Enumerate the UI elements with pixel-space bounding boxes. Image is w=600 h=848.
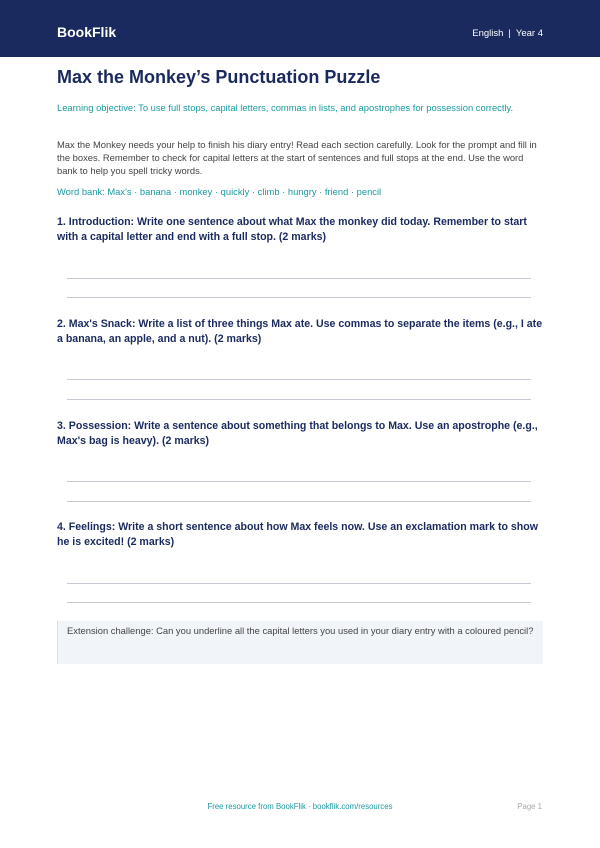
answer-line-3b[interactable] [67,501,531,502]
question-2-text: 2. Max's Snack: Write a list of three things Max ate. Use commas to separate the items (e.g., I ate a banana, an apple, and a nut). (2 marks) [57,318,543,345]
word-bank: Word bank: Max's · banana · monkey · quickly · climb · hungry · friend · pencil [57,186,382,197]
answer-line-2a[interactable] [67,379,531,380]
subject-year [472,28,543,39]
subject-label: English [472,28,504,39]
answer-line-4a[interactable] [67,583,531,584]
page-number: Page 1 [517,802,542,811]
answer-line-1b[interactable] [67,297,531,298]
header-bar [0,0,600,57]
question-1-text: 1. Introduction: Write one sentence about what Max the monkey did today. Remember to start with a capital letter and end with a full stop. (2 marks) [57,216,527,243]
answer-line-4b[interactable] [67,602,531,603]
question-4 [57,520,543,550]
year-label: Year 4 [515,28,543,39]
page-title: Max the Monkey’s Punctuation Puzzle [57,67,381,87]
question-3-text: 3. Possession: Write a sentence about something that belongs to Max. Use an apostrophe (e.g., Max's bag is heavy). (2 marks) [57,420,538,447]
answer-line-3a[interactable] [67,481,531,482]
brand-logo[interactable]: BookFlik [57,24,117,40]
answer-line-1a[interactable] [67,278,531,279]
question-2 [57,317,543,347]
instructions: Max the Monkey needs your help to finish his diary entry! Read each section carefully. Look for the prompt and fill in the boxes. Remember to check for capital letters at the start of sentences and full stops at the end. Use the word bank to help you spell tricky words. [57,139,537,176]
question-4-text: 4. Feelings: Write a short sentence about how Max feels now. Use an exclamation mark to show he is excited! (2 marks) [57,521,538,548]
learning-objective: Learning objective: To use full stops, capital letters, commas in lists, and apostrophes for possession correctly. [57,102,514,113]
extension-text: Extension challenge: Can you underline all the capital letters you used in your diary entry with a coloured pencil? [67,625,534,636]
footer-resource-link[interactable]: Free resource from BookFlik · bookflik.com/resources [207,802,393,811]
extension-challenge [57,621,543,664]
meta-separator: | [508,28,511,39]
question-3 [57,419,543,449]
question-1 [57,215,543,245]
answer-line-2b[interactable] [67,399,531,400]
